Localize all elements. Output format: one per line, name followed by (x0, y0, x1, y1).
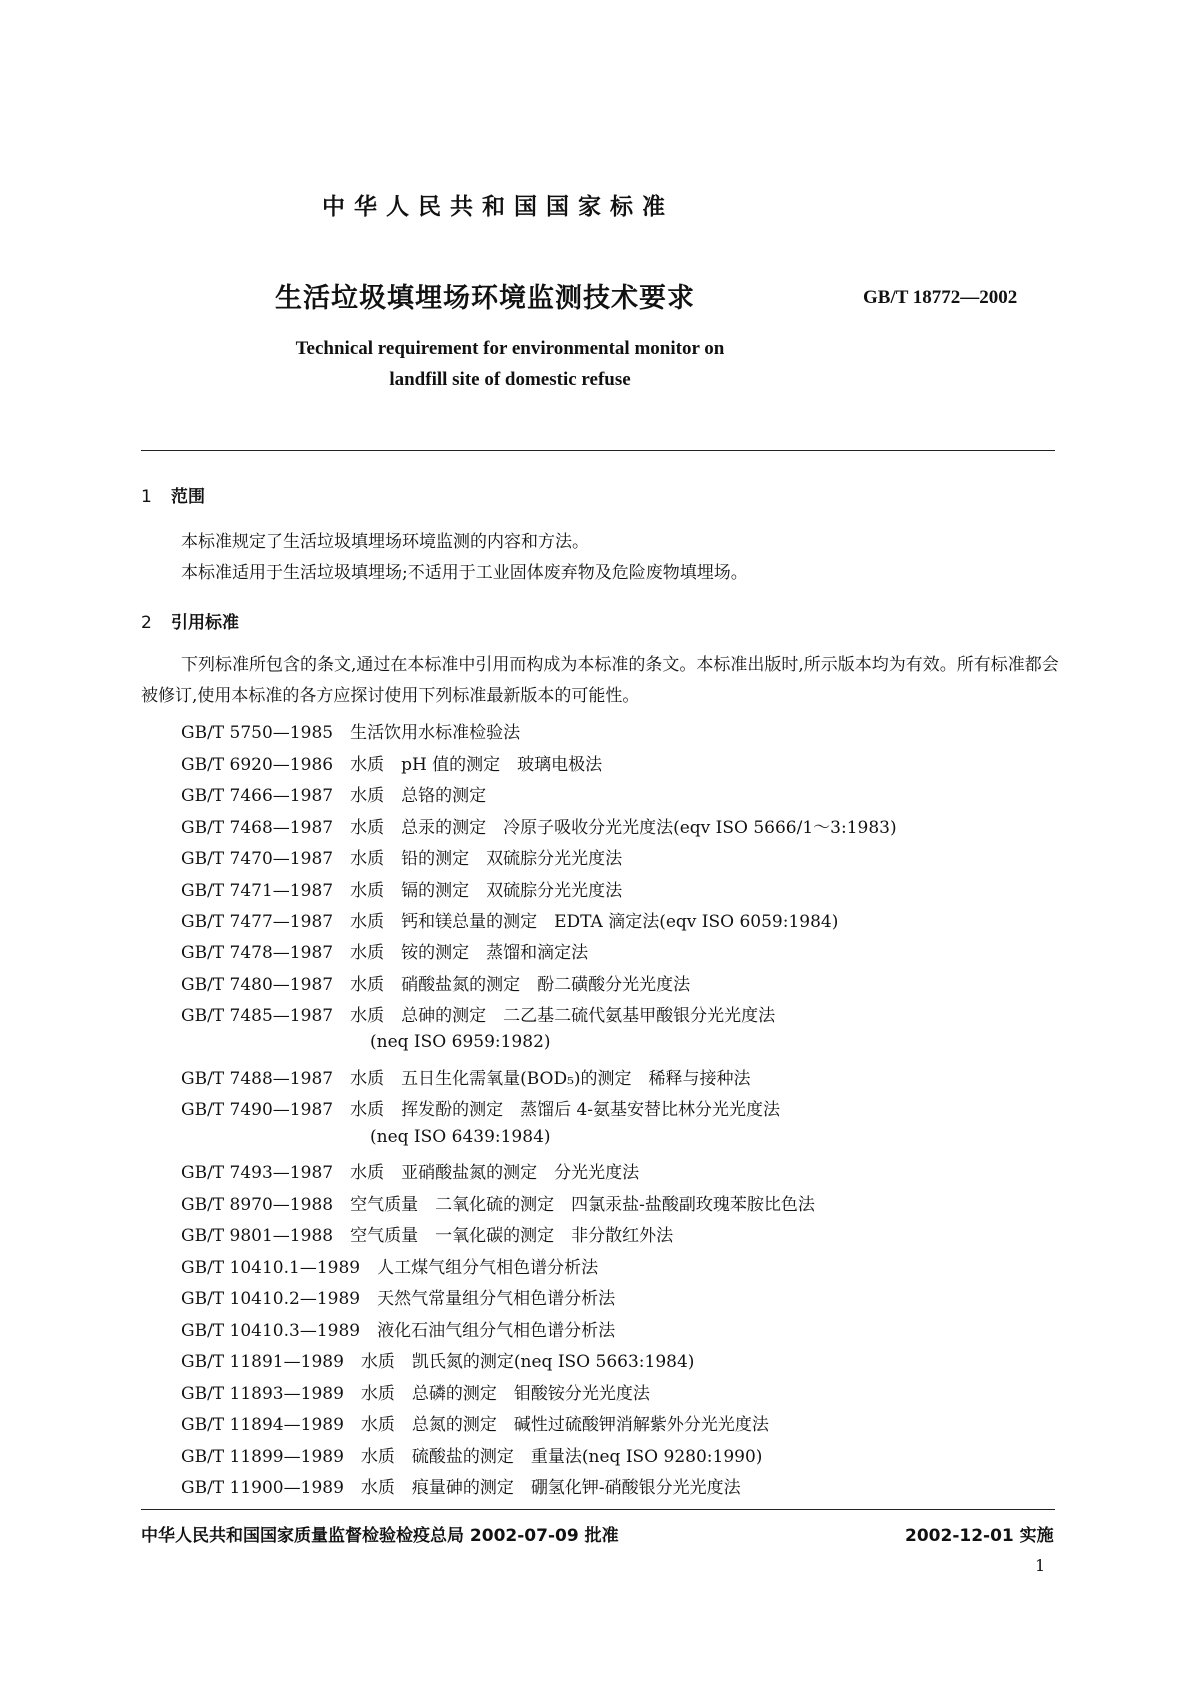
section-1-number: 1 (141, 487, 152, 507)
reference-item: GB/T 7488—1987 水质 五日生化需氧量(BOD₅)的测定 稀释与接种法 (181, 1069, 751, 1089)
page-number: 1 (1035, 1556, 1046, 1575)
reference-item: GB/T 10410.3—1989 液化石油气组分气相色谱分析法 (181, 1321, 616, 1341)
reference-item: GB/T 11893—1989 水质 总磷的测定 钼酸铵分光光度法 (181, 1384, 650, 1404)
reference-item: GB/T 7480—1987 水质 硝酸盐氮的测定 酚二磺酸分光光度法 (181, 975, 691, 995)
section-1-paragraph: 本标准规定了生活垃圾填埋场环境监测的内容和方法。 (181, 532, 589, 552)
section-2-title: 引用标准 (171, 613, 239, 633)
reference-item: GB/T 7485—1987 水质 总砷的测定 二乙基二硫代氨基甲酸银分光光度法 (181, 1006, 776, 1026)
reference-item-continuation: (neq ISO 6439:1984) (370, 1127, 551, 1147)
reference-item: GB/T 11900—1989 水质 痕量砷的测定 硼氢化钾-硝酸银分光光度法 (181, 1478, 741, 1498)
reference-item: GB/T 7490—1987 水质 挥发酚的测定 蒸馏后 4-氨基安替比林分光光度法 (181, 1100, 781, 1120)
reference-item: GB/T 7477—1987 水质 钙和镁总量的测定 EDTA 滴定法(eqv ISO 6059:1984) (181, 912, 839, 932)
national-standard-heading: 中华人民共和国国家标准 (322, 194, 674, 220)
reference-item: GB/T 10410.1—1989 人工煤气组分气相色谱分析法 (181, 1258, 599, 1278)
reference-item: GB/T 7468—1987 水质 总汞的测定 冷原子吸收分光光度法(eqv ISO 5666/1～3:1983) (181, 818, 897, 838)
section-2-heading (141, 608, 239, 633)
standard-code-text: GB/T 18772—2002 (863, 287, 1018, 308)
reference-item: GB/T 7493—1987 水质 亚硝酸盐氮的测定 分光光度法 (181, 1163, 640, 1183)
header-divider (141, 450, 1055, 451)
reference-item: GB/T 5750—1985 生活饮用水标准检验法 (181, 723, 521, 743)
reference-item: GB/T 7478—1987 水质 铵的测定 蒸馏和滴定法 (181, 943, 589, 963)
document-title-cn: 生活垃圾填埋场环境监测技术要求 (275, 283, 695, 314)
section-1-heading (141, 482, 205, 507)
implementation-date: 2002-12-01 实施 (905, 1526, 1054, 1546)
reference-item: GB/T 11899—1989 水质 硫酸盐的测定 重量法(neq ISO 9280:1990) (181, 1447, 763, 1467)
reference-item: GB/T 11891—1989 水质 凯氏氮的测定(neq ISO 5663:1984) (181, 1352, 695, 1372)
reference-item: GB/T 8970—1988 空气质量 二氧化硫的测定 四氯汞盐-盐酸副玫瑰苯胺比色法 (181, 1195, 815, 1215)
reference-item: GB/T 6920—1986 水质 pH 值的测定 玻璃电极法 (181, 755, 603, 775)
reference-item: GB/T 7471—1987 水质 镉的测定 双硫腙分光光度法 (181, 881, 623, 901)
reference-item: GB/T 7466—1987 水质 总铬的测定 (181, 786, 487, 806)
document-title-en-line2: landfill site of domestic refuse (389, 369, 631, 390)
section-2-number: 2 (141, 613, 152, 633)
reference-item: GB/T 9801—1988 空气质量 一氧化碳的测定 非分散红外法 (181, 1226, 674, 1246)
section-1-paragraph: 本标准适用于生活垃圾填埋场;不适用于工业固体废弃物及危险废物填埋场。 (181, 563, 748, 583)
reference-item: GB/T 11894—1989 水质 总氮的测定 碱性过硫酸钾消解紫外分光光度法 (181, 1415, 769, 1435)
approval-statement: 中华人民共和国国家质量监督检验检疫总局 2002-07-09 批准 (141, 1526, 619, 1546)
reference-item-continuation: (neq ISO 6959:1982) (370, 1032, 551, 1052)
footer-divider (141, 1509, 1055, 1510)
document-title-en-line1: Technical requirement for environmental monitor on (295, 338, 725, 359)
reference-item: GB/T 7470—1987 水质 铅的测定 双硫腙分光光度法 (181, 849, 623, 869)
section-1-title: 范围 (171, 487, 205, 507)
section-2-intro: 下列标准所包含的条文,通过在本标准中引用而构成为本标准的条文。本标准出版时,所示版本均为有效。所有标准都会被修订,使用本标准的各方应探讨使用下列标准最新版本的可能性。 (141, 655, 1059, 706)
reference-item: GB/T 10410.2—1989 天然气常量组分气相色谱分析法 (181, 1289, 616, 1309)
standard-code (863, 286, 1017, 309)
